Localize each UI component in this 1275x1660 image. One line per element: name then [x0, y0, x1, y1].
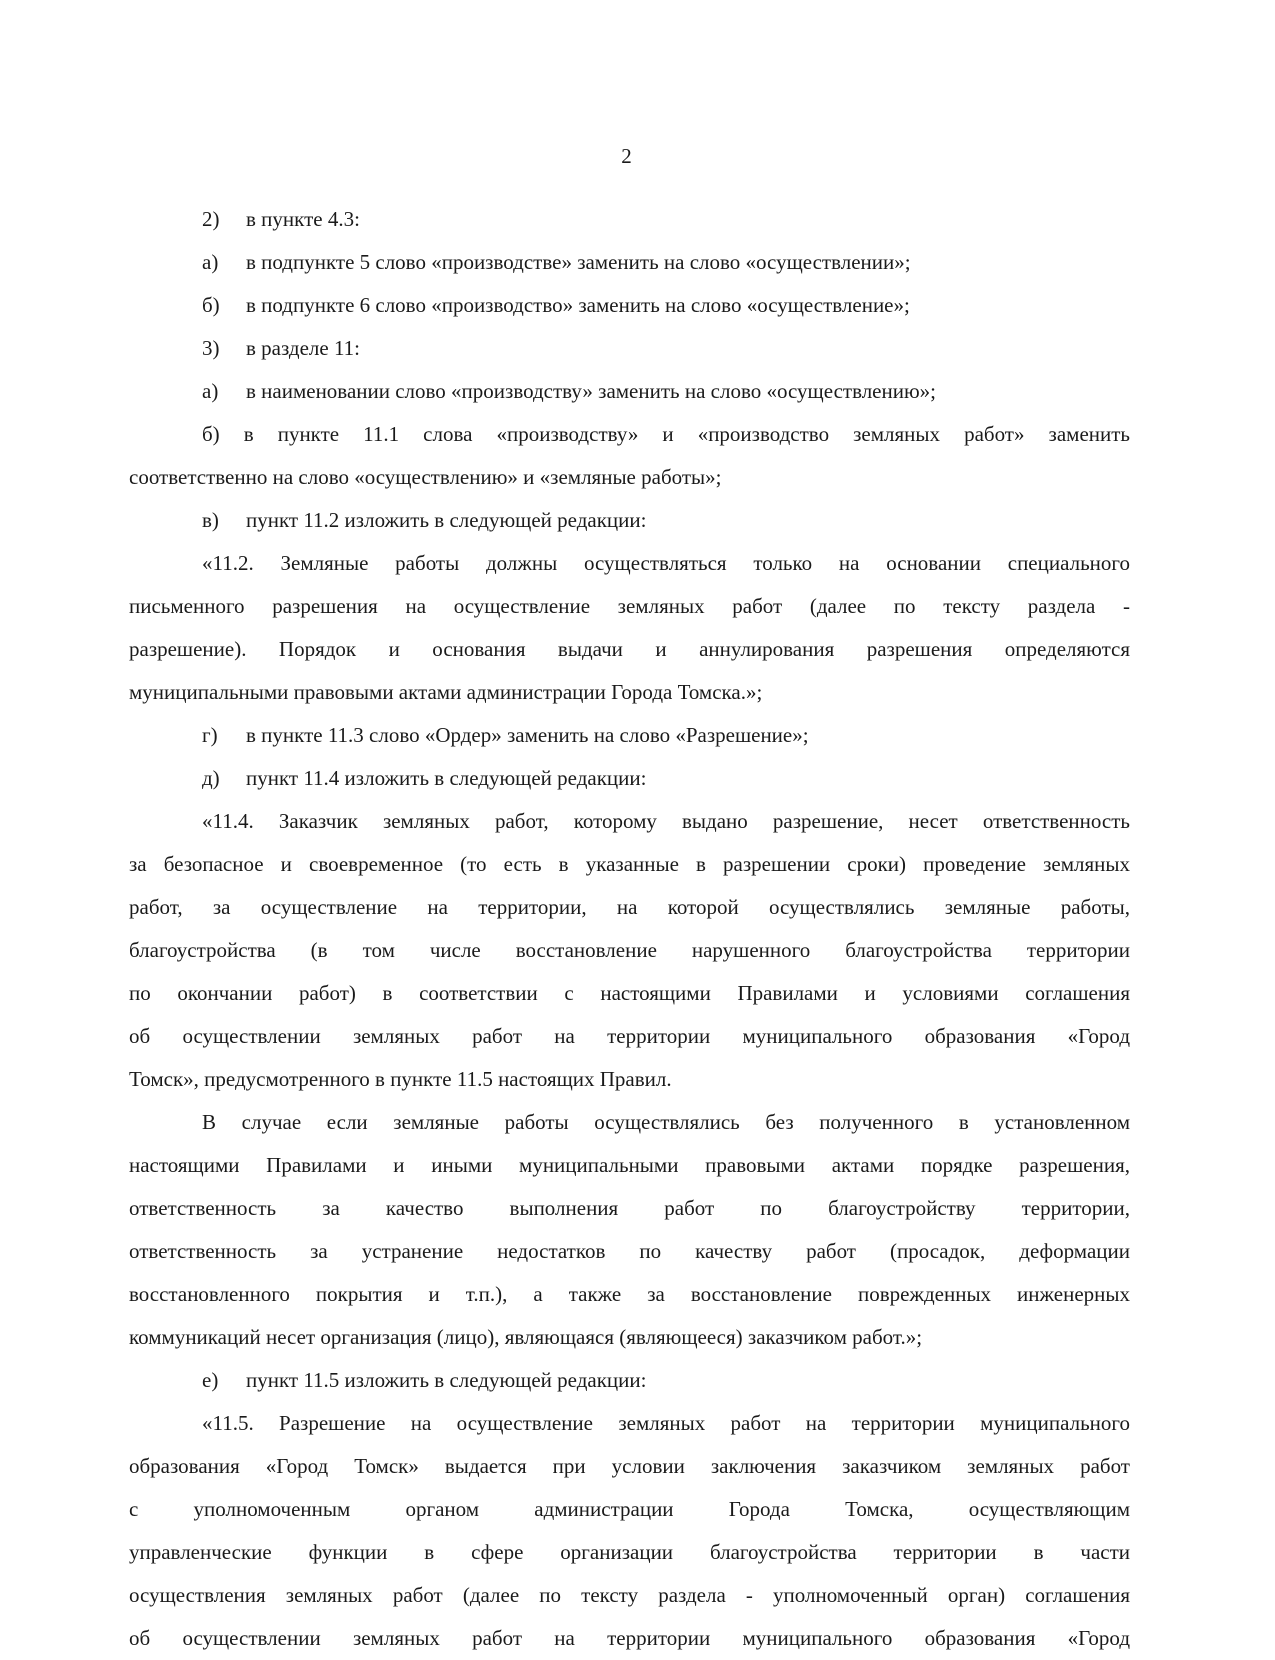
paragraph-line: по окончании работ) в соответствии с настоящими Правилами и условиями соглашения	[129, 981, 1130, 1005]
list-marker: е)	[202, 1368, 219, 1392]
document-body	[129, 198, 1130, 1660]
paragraph-line: разрешение). Порядок и основания выдачи и аннулирования разрешения определяются	[129, 637, 1130, 661]
list-item	[129, 327, 1130, 370]
paragraph-line: «11.2. Земляные работы должны осуществляться только на основании специального	[202, 551, 1130, 575]
paragraph-line: б) в пункте 11.1 слова «производству» и «производство земляных работ» заменить	[202, 422, 1130, 446]
list-marker: 2)	[202, 207, 220, 231]
paragraph-line: восстановленного покрытия и т.п.), а также за восстановление поврежденных инженерных	[129, 1282, 1130, 1306]
paragraph-line: управленческие функции в сфере организации благоустройства территории в части	[129, 1540, 1130, 1564]
paragraph-line: В случае если земляные работы осуществлялись без полученного в установленном	[202, 1110, 1130, 1134]
line-text: пункт 11.5 изложить в следующей редакции:	[246, 1368, 647, 1392]
list-marker: 3)	[202, 336, 220, 360]
paragraph-line: соответственно на слово «осуществлению» и «земляные работы»;	[129, 465, 722, 489]
list-marker: г)	[202, 723, 218, 747]
paragraph-line: с уполномоченным органом администрации Города Томска, осуществляющим	[129, 1497, 1130, 1521]
list-marker: б)	[202, 293, 220, 317]
paragraph-line: образования «Город Томск» выдается при условии заключения заказчиком земляных работ	[129, 1454, 1130, 1478]
list-item	[129, 714, 1130, 757]
line-text: в наименовании слово «производству» заменить на слово «осуществлению»;	[246, 379, 937, 403]
paragraph-line: работ, за осуществление на территории, на которой осуществлялись земляные работы,	[129, 895, 1130, 919]
list-item	[129, 370, 1130, 413]
line-text: в пункте 11.3 слово «Ордер» заменить на слово «Разрешение»;	[246, 723, 809, 747]
paragraph-line: ответственность за качество выполнения работ по благоустройству территории,	[129, 1196, 1130, 1220]
paragraph-line: за безопасное и своевременное (то есть в указанные в разрешении сроки) проведение земляных	[129, 852, 1130, 876]
paragraph-line: ответственность за устранение недостатков по качеству работ (просадок, деформации	[129, 1239, 1130, 1263]
list-item	[129, 284, 1130, 327]
list-marker: д)	[202, 766, 220, 790]
paragraph-line: «11.4. Заказчик земляных работ, которому выдано разрешение, несет ответственность	[202, 809, 1130, 833]
list-item	[129, 241, 1130, 284]
paragraph-line: муниципальными правовыми актами администрации Города Томска.»;	[129, 680, 763, 704]
list-item	[129, 1359, 1130, 1402]
list-item	[129, 198, 1130, 241]
paragraph-line: осуществления земляных работ (далее по тексту раздела - уполномоченный орган) соглашения	[129, 1583, 1130, 1607]
paragraph-line: благоустройства (в том числе восстановление нарушенного благоустройства территории	[129, 938, 1130, 962]
line-text: в разделе 11:	[246, 336, 361, 360]
paragraph-line: об осуществлении земляных работ на территории муниципального образования «Город	[129, 1626, 1130, 1650]
list-marker: а)	[202, 379, 219, 403]
paragraph-line: коммуникаций несет организация (лицо), являющаяся (являющееся) заказчиком работ.»;	[129, 1325, 923, 1349]
paragraph-line: настоящими Правилами и иными муниципальными правовыми актами порядке разрешения,	[129, 1153, 1130, 1177]
line-text: в подпункте 6 слово «производство» заменить на слово «осуществление»;	[246, 293, 910, 317]
list-item	[129, 757, 1130, 800]
list-marker: а)	[202, 250, 219, 274]
line-text: пункт 11.4 изложить в следующей редакции:	[246, 766, 647, 790]
line-text: в пункте 4.3:	[246, 207, 360, 231]
paragraph-line: Томск», предусмотренного в пункте 11.5 настоящих Правил.	[129, 1067, 672, 1091]
paragraph-line: письменного разрешения на осуществление земляных работ (далее по тексту раздела -	[129, 594, 1130, 618]
line-text: пункт 11.2 изложить в следующей редакции:	[246, 508, 647, 532]
list-item	[129, 499, 1130, 542]
line-text: в подпункте 5 слово «производстве» заменить на слово «осуществлении»;	[246, 250, 911, 274]
page-number: 2	[621, 144, 632, 168]
paragraph-line: об осуществлении земляных работ на территории муниципального образования «Город	[129, 1024, 1130, 1048]
paragraph-line: «11.5. Разрешение на осуществление земляных работ на территории муниципального	[202, 1411, 1130, 1435]
list-marker: в)	[202, 508, 219, 532]
